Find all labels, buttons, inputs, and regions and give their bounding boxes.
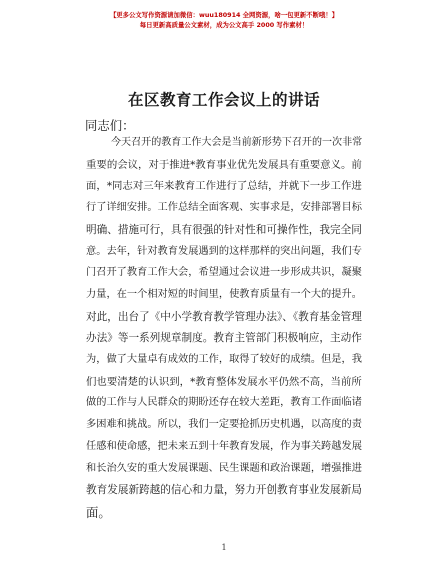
body-line: 力量，在一个相对短的时间里，使教育质量有一个大的提升。	[86, 288, 362, 300]
body-line: 面，*同志对三年来教育工作进行了总结，并就下一步工作进	[86, 180, 362, 193]
body-line: 们也要清楚的认识到，*教育整体发展水平仍然不高，当前所	[86, 375, 362, 388]
body-line: 明确、措施可行，具有很强的针对性和可操作性，我完全同	[86, 222, 362, 236]
body-line: 和长治久安的重大发展课题、民生课题和政治课题，增强推进	[86, 462, 362, 474]
body-line: 为，做了大量卓有成效的工作，取得了较好的成绩。但是，我	[86, 354, 362, 365]
body-line: 重要的会议，对于推进*教育事业优先发展具有重要意义。前	[86, 158, 362, 171]
document-title: 在区教育工作会议上的讲话	[127, 90, 320, 109]
body-line: 办法》等一系列规章制度。教育主管部门积极响应，主动作	[86, 331, 362, 345]
body-line: 教育发展新跨越的信心和力量，努力开创教育事业发展新局	[86, 483, 362, 497]
promo-banner-line-2: 每日更新高质量公文素材，成为公文高手 2000 写作素材！	[139, 22, 309, 29]
body-line: 行了详细安排。工作总结全面客观、实事求是，安排部署目标	[86, 202, 362, 214]
body-line: 任感和使命感，把未来五到十年教育发展，作为事关跨越发展	[86, 440, 362, 452]
body-line: 对此，出台了《中小学教育教学管理办法》、《教育基金管理	[86, 309, 362, 323]
promo-banner-line-1: 【更多公文写作资源请加微信：wuu180914 全网资源，啥一包更新不断哦！】	[109, 12, 339, 19]
body-line: 面。	[86, 504, 111, 520]
body-line: 今天召开的教育工作大会是当前新形势下召开的一次非常	[111, 137, 363, 148]
body-line: 门召开了教育工作大会，希望通过会议进一步形成共识，凝聚	[86, 267, 362, 279]
body-line: 意。去年，针对教育发展遇到的这样那样的突出问题，我们专	[86, 245, 362, 257]
page-number: 1	[221, 543, 227, 552]
body-line: 做的工作与人民群众的期盼还存在较大差距，教育工作面临诸	[86, 397, 362, 409]
salutation: 同志们：	[85, 118, 135, 133]
body-line: 多困难和挑战。所以，我们一定要抢抓历史机遇，以高度的责	[86, 419, 362, 431]
